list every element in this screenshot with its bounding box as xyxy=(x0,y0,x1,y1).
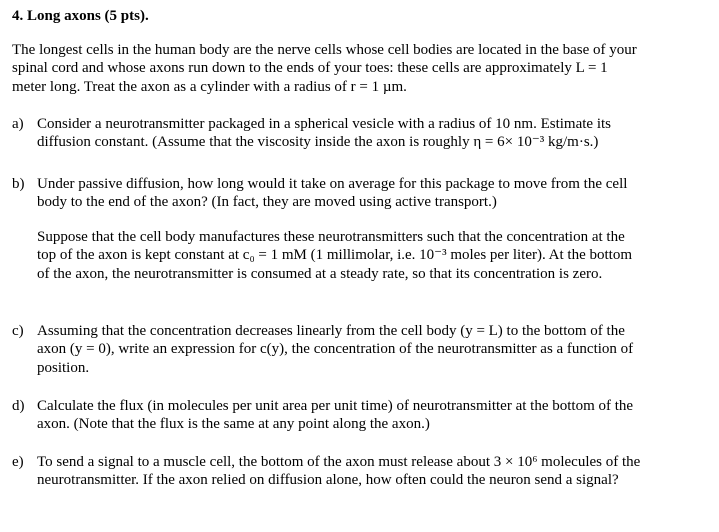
intro-line: meter long. Treat the axon as a cylinder with a radius of r = 1 µm. xyxy=(12,78,407,95)
question-line: Consider a neurotransmitter packaged in a spherical vesicle with a radius of 10 nm. Estimate its xyxy=(37,116,611,132)
question-marker: c) xyxy=(12,323,24,339)
question-line: Under passive diffusion, how long would it take on average for this package to move from the cell xyxy=(37,176,628,192)
question-marker: e) xyxy=(12,454,24,470)
question-line: To send a signal to a muscle cell, the bottom of the axon must release about 3 × 10⁶ molecules of the xyxy=(37,454,641,470)
problem-heading: 4. Long axons (5 pts). xyxy=(12,8,149,24)
question-body xyxy=(37,322,697,377)
intro-line: The longest cells in the human body are the nerve cells whose cell bodies are located in the base of your xyxy=(12,42,637,58)
intro-line: spinal cord and whose axons run down to the ends of your toes: these cells are approximately L = 1 xyxy=(12,60,608,77)
question-marker: a) xyxy=(12,116,24,132)
question-body xyxy=(37,115,697,152)
question-line: diffusion constant. (Assume that the viscosity inside the axon is roughly η = 6× 10⁻³ kg/m·s.) xyxy=(37,134,599,151)
question-marker: d) xyxy=(12,398,25,414)
question-line: neurotransmitter. If the axon relied on diffusion alone, how often could the neuron send a signal? xyxy=(37,472,619,489)
setup-line: top of the axon is kept constant at c₀ = 1 mM (1 millimolar, i.e. 10⁻³ moles per liter). At the bottom xyxy=(37,247,632,264)
question-body xyxy=(37,397,697,434)
problem-intro xyxy=(12,41,692,96)
setup-line: of the axon, the neurotransmitter is consumed at a steady rate, so that its concentration is zero. xyxy=(37,265,603,282)
question-line: axon (y = 0), write an expression for c(y), the concentration of the neurotransmitter as a function of xyxy=(37,341,634,358)
question-line: body to the end of the axon? (In fact, they are moved using active transport.) xyxy=(37,194,497,211)
question-line: axon. (Note that the flux is the same at any point along the axon.) xyxy=(37,416,430,433)
question-line: Assuming that the concentration decreases linearly from the cell body (y = L) to the bottom of the xyxy=(37,323,625,339)
setup-line: Suppose that the cell body manufactures these neurotransmitters such that the concentration at the xyxy=(37,228,625,245)
question-marker: b) xyxy=(12,176,25,192)
question-body xyxy=(37,175,697,283)
question-line: position. xyxy=(37,359,90,376)
question-line: Calculate the flux (in molecules per unit area per unit time) of neurotransmitter at the bottom of the xyxy=(37,398,634,414)
question-body xyxy=(37,453,697,490)
